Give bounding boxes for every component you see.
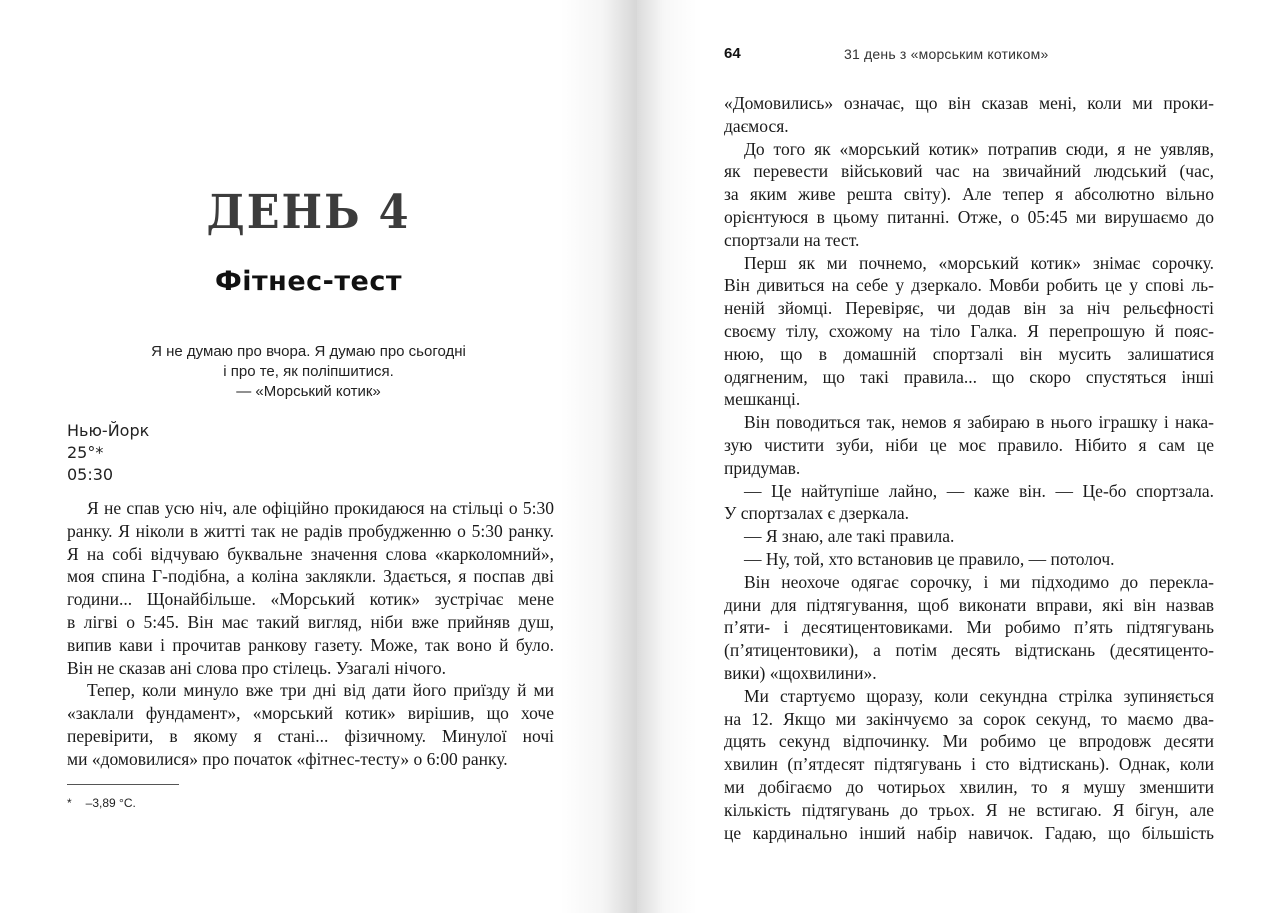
text-line: ми «домовилися» про початок «фітнес-тесту» о 6:00 ранку. bbox=[67, 748, 508, 769]
right-body-text bbox=[724, 92, 1214, 844]
text-line: Тепер, коли минуло вже три дні від дати його приїзду й ми bbox=[87, 680, 554, 701]
text-line: це кардинально інший набір навичок. Гадаю, що більшість bbox=[724, 822, 1214, 843]
dateline-temperature: 25°* bbox=[67, 443, 104, 462]
text-line: нюю, що в домашній спортзалі він мусить залишатися bbox=[724, 343, 1214, 364]
text-line: кількість підтягувань до трьох. Я не встигаю. Я бігун, але bbox=[724, 799, 1214, 820]
text-line: п’яти- і десятицентовиками. Ми робимо п’ять підтягувань bbox=[724, 617, 1214, 638]
left-body-text bbox=[67, 497, 554, 771]
text-line: зую чистити зуби, ніби це моє правило. Нібито я сам це bbox=[724, 434, 1214, 455]
dateline-time: 05:30 bbox=[67, 465, 114, 484]
text-line: дини для підтягування, щоб виконати вправи, які він назвав bbox=[724, 594, 1214, 615]
text-line: одягненим, що такі правила... що скоро спустяться інші bbox=[724, 366, 1214, 387]
chapter-subtitle: Фітнес-тест bbox=[215, 266, 402, 297]
text-line: Я не спав усю ніч, але офіційно прокидаюся на стільці о 5:30 bbox=[87, 498, 554, 518]
text-line: мешканці. bbox=[724, 389, 801, 410]
text-line: за яким живе решта світу). Але тепер я абсолютно вільно bbox=[724, 184, 1214, 205]
text-line: Він дивиться на себе у дзеркало. Мовби робить це у спові ль- bbox=[724, 275, 1214, 296]
text-line: в лігві о 5:45. Він має такий вигляд, ніби вже прийняв душ, bbox=[67, 611, 554, 632]
footnote-mark: * bbox=[67, 796, 72, 810]
text-line: спортзали на тест. bbox=[724, 229, 860, 250]
text-line: на 12. Якщо ми закінчуємо за сорок секунд, то маємо два- bbox=[724, 708, 1214, 729]
text-line: — Ну, той, хто встановив це правило, — потолоч. bbox=[744, 548, 1115, 569]
text-line: У спортзалах є дзеркала. bbox=[724, 503, 909, 524]
text-line: Він не сказав ані слова про стілець. Узагалі нічого. bbox=[67, 657, 447, 678]
text-line: орієнтуюся в цьому питанні. Отже, о 05:45 ми вирушаємо до bbox=[724, 206, 1214, 227]
text-line: «заклали фундамент», «морський котик» вирішив, що хоче bbox=[67, 703, 554, 724]
text-line: ранку. Я ніколи в житті так не радів пробудженню о 5:30 ранку. bbox=[67, 520, 554, 541]
chapter-title: ДЕНЬ 4 bbox=[206, 186, 411, 240]
text-line: Він неохоче одягає сорочку, і ми підходимо до перекла- bbox=[744, 571, 1214, 592]
footnote-divider bbox=[67, 784, 179, 785]
text-line: Я на собі відчуваю буквальне значення слова «карколомний», bbox=[67, 543, 554, 564]
running-head bbox=[724, 45, 1214, 67]
text-line: вики) «щохвилини». bbox=[724, 662, 877, 683]
epigraph bbox=[0, 342, 617, 402]
text-line: (п’ятицентовики), а потім десять відтискань (десятиценто- bbox=[724, 640, 1214, 661]
text-line: До того як «морський котик» потрапив сюди, я не уявляв, bbox=[744, 138, 1214, 159]
right-gutter-shadow bbox=[637, 0, 697, 913]
text-line: своєму тілу, схожому на тіло Галка. Я перепрошую й пояс- bbox=[724, 320, 1214, 341]
dateline bbox=[67, 420, 149, 486]
text-line: Ми стартуємо щоразу, коли секундна стрілка зупиняється bbox=[744, 685, 1214, 706]
footnote-text: –3,89 °C. bbox=[85, 796, 136, 810]
text-line: моя спина Г-подібна, а коліна заклякли. Здається, я поспав дві bbox=[67, 566, 554, 587]
text-line: перевірити, в якому я стані... фізичному. Минулої ночі bbox=[67, 725, 554, 746]
text-line: ми добігаємо до чотирьох хвилин, то я мушу зменшити bbox=[724, 776, 1214, 797]
epigraph-line: Я не думаю про вчора. Я думаю про сьогодні bbox=[151, 343, 466, 360]
text-line: як перевести військовий час на звичайний людський (час, bbox=[724, 161, 1214, 182]
text-line: придумав. bbox=[724, 457, 801, 478]
text-line: Він поводиться так, немов я забираю в нього іграшку і нака- bbox=[744, 412, 1214, 433]
page-number: 64 bbox=[724, 45, 741, 62]
text-line: випив кави і прочитав ранкову газету. Може, так воно й було. bbox=[67, 634, 554, 655]
footnote bbox=[67, 796, 136, 810]
text-line: Перш як ми почнемо, «морський котик» знімає сорочку. bbox=[744, 252, 1214, 273]
text-line: дцять секунд відпочинку. Ми робимо це впродовж десяти bbox=[724, 731, 1214, 752]
text-line: «Домовились» означає, що він сказав мені, коли ми проки- bbox=[724, 93, 1214, 113]
running-title: 31 день з «морським котиком» bbox=[844, 46, 1049, 62]
text-line: даємося. bbox=[724, 115, 789, 136]
text-line: — Це найтупіше лайно, — каже він. — Це-бо спортзала. bbox=[744, 480, 1214, 501]
dateline-place: Нью-Йорк bbox=[67, 421, 150, 440]
text-line: — Я знаю, але такі правила. bbox=[744, 526, 955, 547]
epigraph-line: і про те, як поліпшитися. bbox=[223, 363, 394, 380]
epigraph-attribution: — «Морський котик» bbox=[236, 383, 381, 400]
text-line: неній зйомці. Перевіряє, чи додав він за ніч рельєфності bbox=[724, 298, 1214, 319]
left-gutter-shadow bbox=[560, 0, 637, 913]
text-line: хвилин (п’ятдесят підтягувань і сто відтискань). Однак, коли bbox=[724, 754, 1214, 775]
text-line: години... Щонайбільше. «Морський котик» зустрічає мене bbox=[67, 589, 554, 610]
left-page bbox=[0, 0, 637, 913]
